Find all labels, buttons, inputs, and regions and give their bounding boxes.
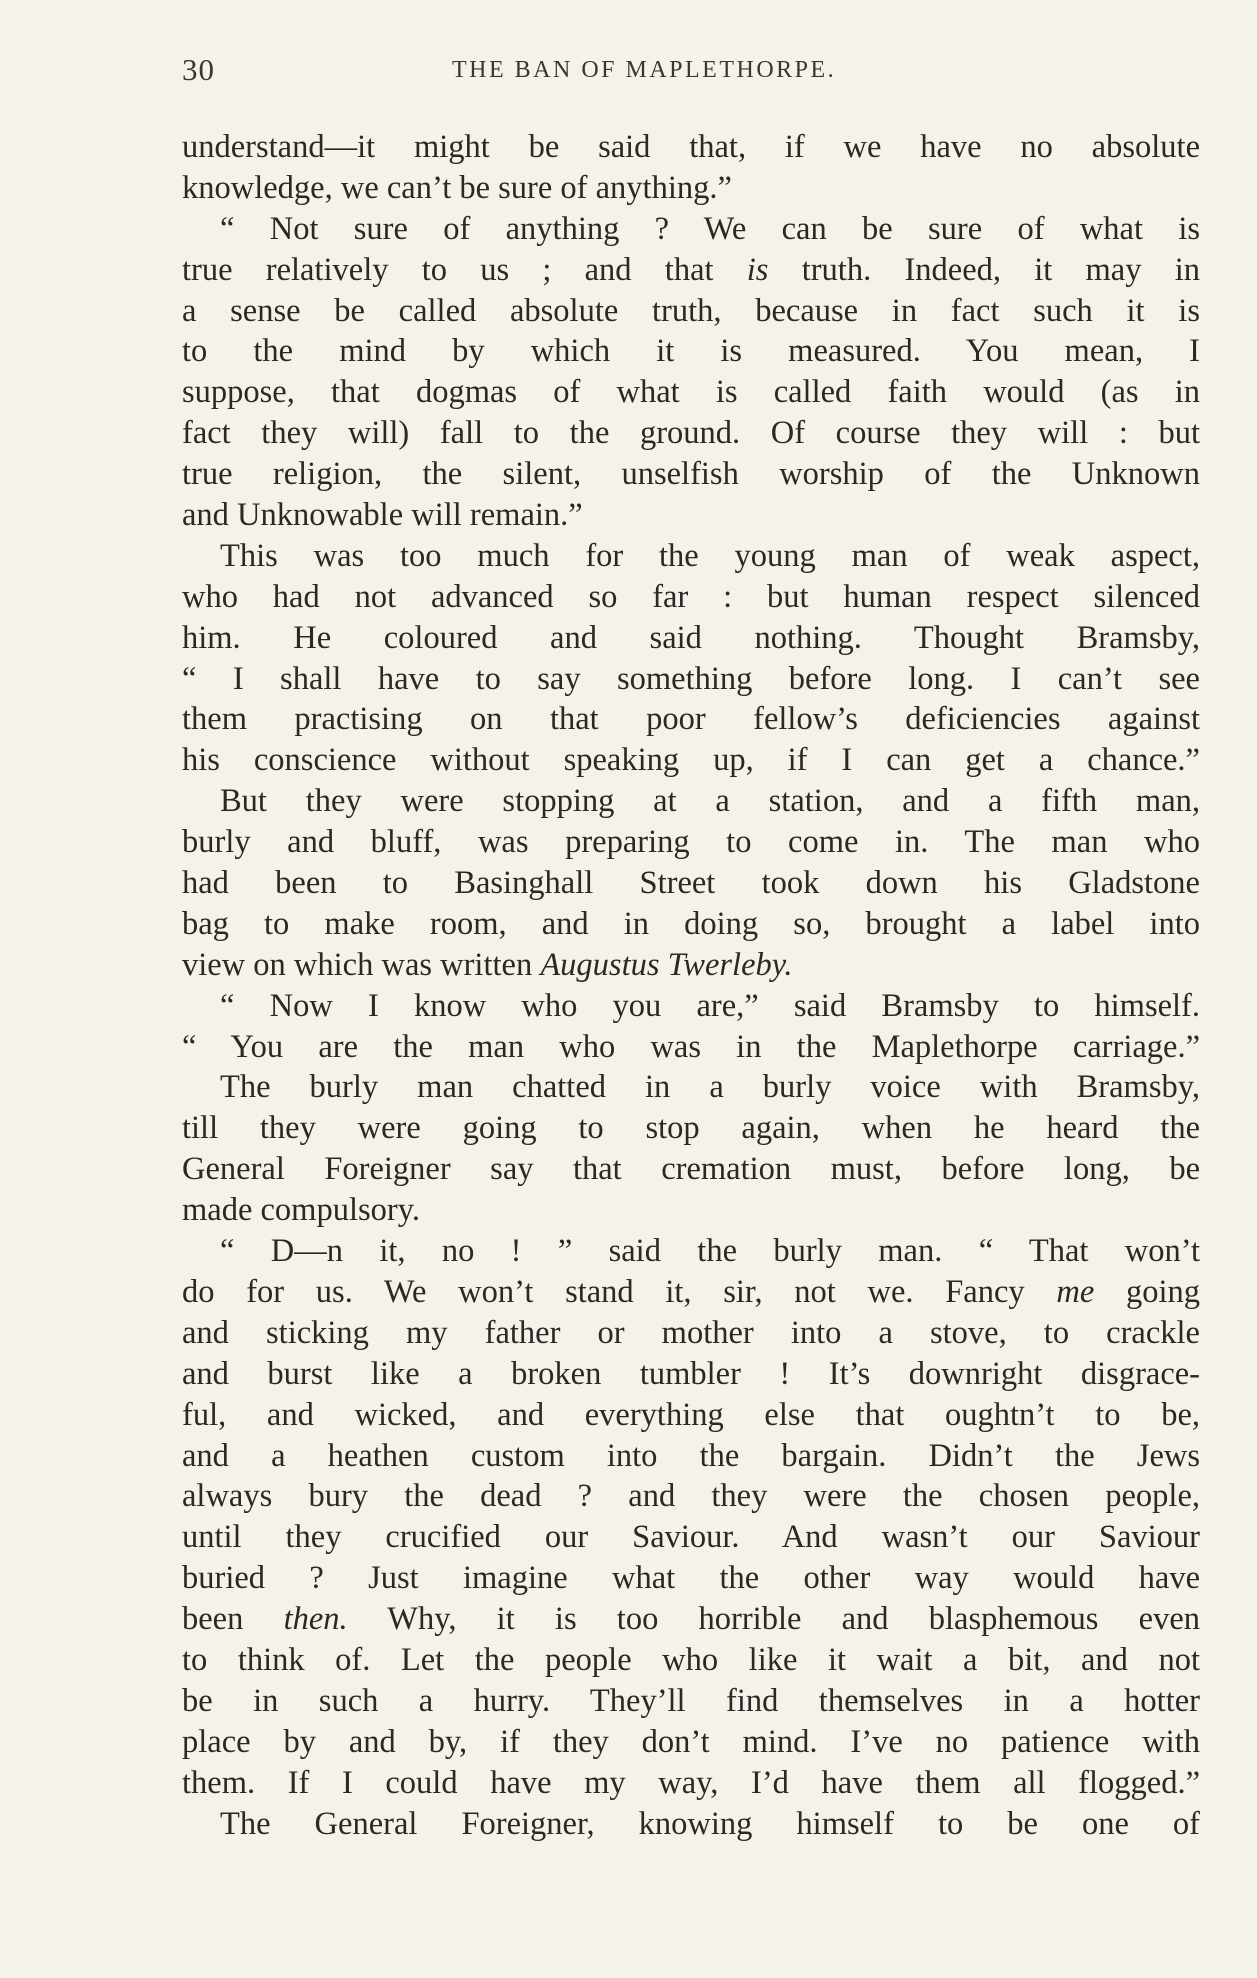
italic-text: is xyxy=(746,251,769,288)
text-line xyxy=(182,659,1200,700)
text-line xyxy=(182,291,1200,332)
text-segment: buried ? Just imagine what the other way would have xyxy=(182,1560,1200,1597)
text-line xyxy=(182,740,1200,781)
text-line xyxy=(182,618,1200,659)
text-segment: until they crucified our Saviour. And wasn’t our Saviour xyxy=(182,1519,1200,1556)
text-line xyxy=(182,1476,1200,1517)
text-segment: burly and bluff, was preparing to come in. The man who xyxy=(182,824,1200,861)
text-segment: and Unknowable will remain.” xyxy=(182,497,583,534)
text-segment: to think of. Let the people who like it wait a bit, and not xyxy=(182,1641,1200,1678)
text-line xyxy=(182,1640,1200,1681)
text-segment: them. If I could have my way, I’d have them all flogged.” xyxy=(182,1764,1200,1801)
text-segment: place by and by, if they don’t mind. I’ve no patience with xyxy=(182,1723,1200,1760)
text-line xyxy=(182,1763,1200,1804)
text-segment: do for us. We won’t stand it, sir, not we. Fancy xyxy=(182,1273,1057,1310)
text-line xyxy=(182,1231,1200,1272)
text-segment: going xyxy=(1094,1273,1200,1310)
text-segment: understand—it might be said that, if we have no absolute xyxy=(182,129,1200,165)
text-segment: “ Now I know who you are,” said Bramsby to himself. xyxy=(220,987,1200,1024)
text-segment: “ I shall have to say something before long. I can’t see xyxy=(182,660,1200,697)
text-segment: his conscience without speaking up, if I can get a chance.” xyxy=(182,742,1200,779)
text-line xyxy=(182,1272,1200,1313)
text-segment: ful, and wicked, and everything else that oughtn’t to be, xyxy=(182,1396,1200,1433)
text-line xyxy=(182,904,1200,945)
text-line xyxy=(182,1027,1200,1068)
text-line xyxy=(182,1558,1200,1599)
text-line xyxy=(182,127,1200,168)
body-text xyxy=(182,127,1200,1844)
text-segment: had been to Basinghall Street took down his Gladstone xyxy=(182,865,1200,902)
text-segment: The General Foreigner, knowing himself to be one of xyxy=(220,1805,1200,1842)
text-line xyxy=(182,1354,1200,1395)
text-line xyxy=(182,699,1200,740)
text-segment: This was too much for the young man of weak aspect, xyxy=(220,537,1200,574)
text-line xyxy=(182,1395,1200,1436)
text-segment: General Foreigner say that cremation must, before long, be xyxy=(182,1151,1200,1188)
text-segment: truth. Indeed, it may in xyxy=(768,251,1201,288)
text-line xyxy=(182,1067,1200,1108)
text-segment: made compulsory. xyxy=(182,1192,420,1229)
text-segment: to the mind by which it is measured. You mean, I xyxy=(182,333,1200,370)
text-segment: a sense be called absolute truth, because in fact such it is xyxy=(182,292,1200,329)
text-segment: who had not advanced so far : but human respect silenced xyxy=(182,578,1200,615)
text-segment: always bury the dead ? and they were the chosen people, xyxy=(182,1478,1200,1515)
text-segment: and a heathen custom into the bargain. Didn’t the Jews xyxy=(182,1437,1200,1474)
text-segment: “ Not sure of anything ? We can be sure of what is xyxy=(220,210,1200,247)
text-segment: till they were going to stop again, when he heard the xyxy=(182,1110,1200,1147)
text-line xyxy=(182,168,1200,209)
text-segment: true relatively to us ; and that xyxy=(182,251,747,288)
text-segment: them practising on that poor fellow’s deficiencies against xyxy=(182,701,1200,738)
text-segment: The burly man chatted in a burly voice with Bramsby, xyxy=(220,1069,1200,1106)
italic-text: me xyxy=(1056,1273,1095,1310)
text-segment: “ D—n it, no ! ” said the burly man. “ That won’t xyxy=(220,1233,1200,1270)
text-line xyxy=(182,250,1200,291)
text-segment: knowledge, we can’t be sure of anything.” xyxy=(182,169,732,206)
text-segment: “ You are the man who was in the Maplethorpe carriage.” xyxy=(182,1028,1200,1065)
text-segment: and sticking my father or mother into a stove, to crackle xyxy=(182,1314,1200,1351)
text-segment: But they were stopping at a station, and a fifth man, xyxy=(220,783,1200,820)
text-line xyxy=(182,413,1200,454)
running-title: THE BAN OF MAPLETHORPE. xyxy=(452,57,837,83)
page-number: 30 xyxy=(182,52,215,87)
text-segment: been xyxy=(182,1601,284,1638)
text-line xyxy=(182,1190,1200,1231)
text-segment: bag to make room, and in doing so, brought a label into xyxy=(182,905,1200,942)
text-line xyxy=(182,1149,1200,1190)
text-line xyxy=(182,822,1200,863)
text-segment: Why, it is too horrible and blasphemous even xyxy=(347,1601,1200,1638)
text-line xyxy=(182,1313,1200,1354)
text-segment: him. He coloured and said nothing. Thought Bramsby, xyxy=(182,619,1200,656)
text-line xyxy=(182,209,1200,250)
text-segment: true religion, the silent, unselfish worship of the Unknown xyxy=(182,456,1200,493)
text-segment: fact they will) fall to the ground. Of course they will : but xyxy=(182,415,1200,452)
text-segment: be in such a hurry. They’ll find themselves in a hotter xyxy=(182,1682,1200,1719)
running-head xyxy=(182,52,1192,92)
italic-text: then. xyxy=(283,1601,348,1638)
text-segment: view on which was written xyxy=(182,946,541,983)
text-line xyxy=(182,1599,1200,1640)
text-line xyxy=(182,945,1200,986)
text-line xyxy=(182,495,1200,536)
text-line xyxy=(182,331,1200,372)
text-line xyxy=(182,986,1200,1027)
text-line xyxy=(182,1722,1200,1763)
text-line xyxy=(182,372,1200,413)
text-line xyxy=(182,536,1200,577)
italic-text: Augustus Twerleby. xyxy=(540,946,793,983)
text-line xyxy=(182,454,1200,495)
text-line xyxy=(182,1436,1200,1477)
text-line xyxy=(182,1804,1200,1845)
text-line xyxy=(182,1681,1200,1722)
text-segment: and burst like a broken tumbler ! It’s downright disgrace- xyxy=(182,1355,1200,1392)
text-segment: suppose, that dogmas of what is called faith would (as in xyxy=(182,374,1200,411)
text-line xyxy=(182,781,1200,822)
text-line xyxy=(182,577,1200,618)
text-line xyxy=(182,1517,1200,1558)
text-line xyxy=(182,863,1200,904)
text-line xyxy=(182,1108,1200,1149)
